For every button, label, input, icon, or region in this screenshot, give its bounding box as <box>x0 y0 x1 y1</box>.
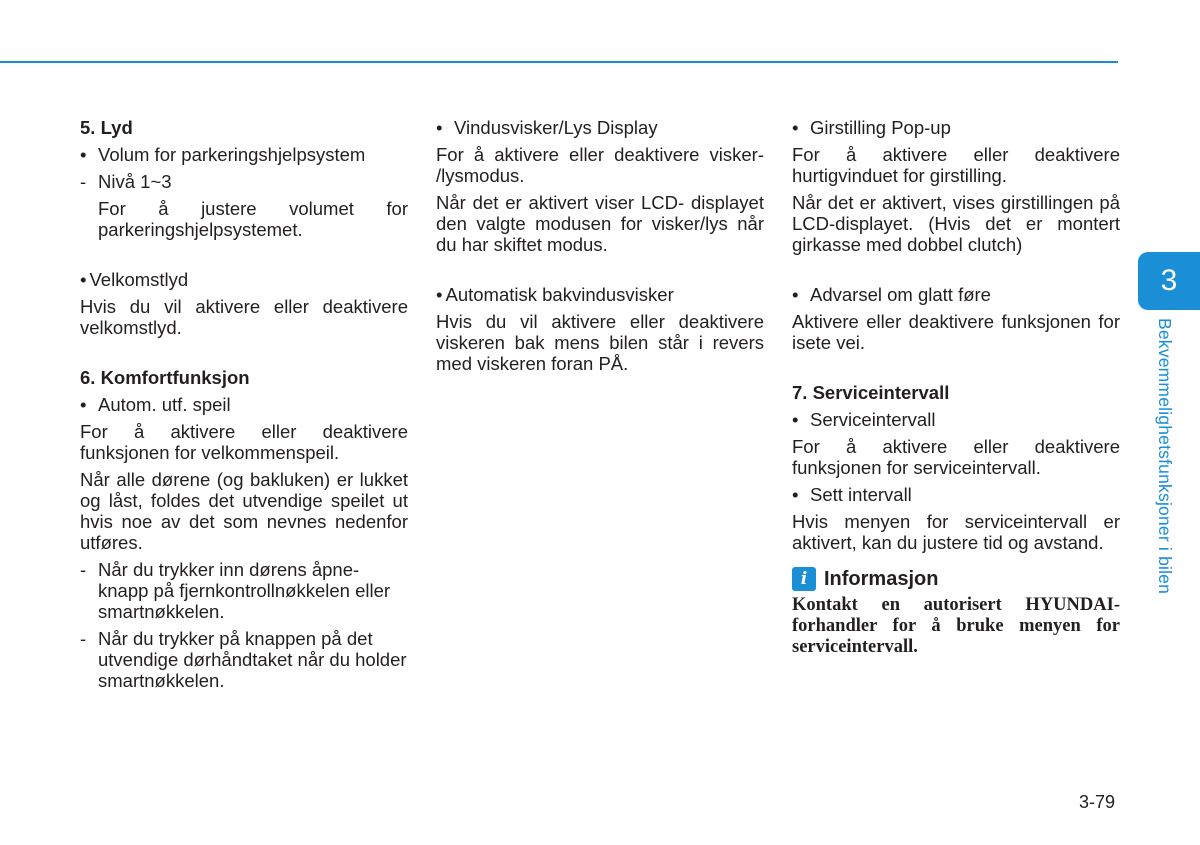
dash-item-level <box>80 171 408 192</box>
chapter-tab: 3 <box>1138 252 1200 310</box>
bullet-wiper-light-display: • Vindusvisker/Lys Display <box>436 117 764 138</box>
paragraph-welcome-sound: Hvis du vil aktivere eller deaktivere velkomstlyd. <box>80 296 408 338</box>
paragraph-gear-lcd: Når det er aktivert, vises girstillingen på LCD-displayet. (Hvis det er montert girkasse med dobbel clutch) <box>792 192 1120 255</box>
dash-mark: - <box>80 171 87 192</box>
paragraph-wiper-lcd: Når det er aktivert viser LCD- displayet den valgte modusen for visker/lys når du har skiftet modus. <box>436 192 764 255</box>
header-rule <box>0 61 1118 63</box>
section-title-lyd: 5. Lyd <box>80 117 133 138</box>
bullet-auto-mirror: • Autom. utf. speil <box>80 394 408 415</box>
bullet-gear-popup: • Girstilling Pop-up <box>792 117 1120 138</box>
paragraph-wiper-toggle: For å aktivere eller deaktivere visker- /lysmodus. <box>436 144 764 186</box>
info-text: Kontakt en autorisert HYUNDAI- forhandler for å bruke menyen for serviceintervall. <box>792 595 1120 657</box>
dash-item-text: Når du trykker på knappen på det utvendige dørhåndtaket når du holder smartnøkkelen. <box>98 628 407 691</box>
page-number: 3-79 <box>1079 792 1116 812</box>
paragraph-mirror-toggle: For å aktivere eller deaktivere funksjonen for velkommenspeil. <box>80 421 408 463</box>
info-icon: i <box>792 567 816 591</box>
bullet-volume-parking: • Volum for parkeringshjelpsystem <box>80 144 408 165</box>
bullet-rear-wiper: • Automatisk bakvindusvisker <box>436 284 764 305</box>
column-3 <box>792 117 1120 658</box>
bullet-welcome-sound: • Velkomstlyd <box>80 269 408 290</box>
dash-item-text: Nivå 1~3 <box>98 171 172 192</box>
info-title: Informasjon <box>824 567 939 590</box>
info-heading <box>792 567 1120 591</box>
column-2 <box>436 117 764 380</box>
column-1 <box>80 117 408 697</box>
bullet-service-interval: • Serviceintervall <box>792 409 1120 430</box>
paragraph-rear-wiper: Hvis du vil aktivere eller deaktivere viskeren bak mens bilen står i revers med viskeren foran PÅ. <box>436 311 764 374</box>
paragraph-icy-road: Aktivere eller deaktivere funksjonen for isete vei. <box>792 311 1120 353</box>
section-title-service: 7. Serviceintervall <box>792 382 950 403</box>
paragraph-gear-toggle: For å aktivere eller deaktivere hurtigvinduet for girstilling. <box>792 144 1120 186</box>
paragraph-mirror-condition: Når alle dørene (og bakluken) er lukket og låst, foldes det utvendige speilet ut hvis noe av det som nevnes nedenfor utføres. <box>80 469 408 553</box>
paragraph-service-toggle: For å aktivere eller deaktivere funksjonen for serviceintervall. <box>792 436 1120 478</box>
dash-mark: - <box>80 628 87 649</box>
section-title-komfort: 6. Komfortfunksjon <box>80 367 250 388</box>
dash-mark: - <box>80 559 87 580</box>
dash-item-door-handle <box>80 628 408 691</box>
chapter-label: Bekvemmelighetsfunksjoner i bilen <box>1155 318 1175 595</box>
bullet-set-interval: • Sett intervall <box>792 484 1120 505</box>
paragraph-volume-desc: For å justere volumet for parkeringshjelpsystemet. <box>98 198 408 240</box>
dash-item-text: Når du trykker inn dørens åpne- knapp på fjernkontrollnøkkelen eller smartnøkkelen. <box>98 559 391 622</box>
dash-item-door-button <box>80 559 408 622</box>
paragraph-set-interval: Hvis menyen for serviceintervall er aktivert, kan du justere tid og avstand. <box>792 511 1120 553</box>
bullet-icy-road: • Advarsel om glatt føre <box>792 284 1120 305</box>
